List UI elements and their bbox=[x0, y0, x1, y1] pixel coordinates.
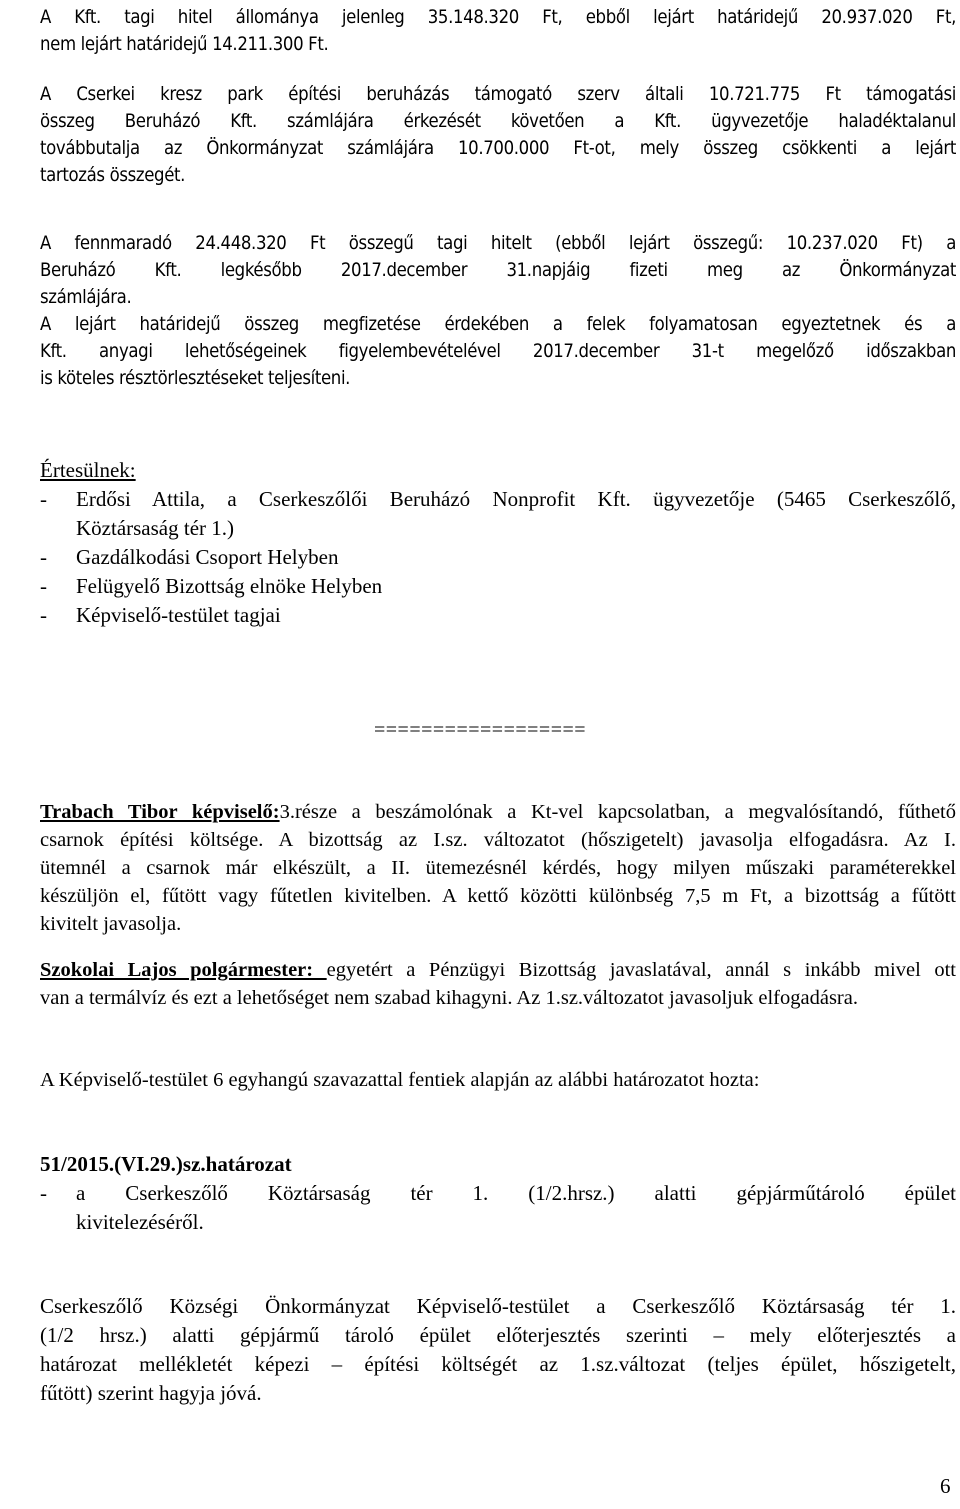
section-separator: ================== bbox=[374, 719, 587, 741]
paragraph-szokolai bbox=[40, 956, 956, 1012]
text-fragment: 3.része a beszámolónak a Kt-vel kapcsolatban, a megvalósítandó, fűthető bbox=[279, 801, 956, 823]
list-item-text: Felügyelő Bizottság elnöke Helyben bbox=[76, 574, 383, 598]
notification-heading: Értesülnek: bbox=[40, 458, 136, 482]
text-line: Cserkeszőlő Községi Önkormányzat Képviselő-testület a Cserkeszőlő Köztársaság tér 1. bbox=[40, 1294, 956, 1318]
list-item-text: Képviselő-testület tagjai bbox=[76, 603, 281, 627]
page-number: 6 bbox=[940, 1474, 951, 1498]
text-line: A Kft. tagi hitel állománya jelenleg 35.148.320 Ft, ebből lejárt határidejű 20.937.020 Ft, bbox=[40, 7, 956, 28]
paragraph-trabach bbox=[40, 798, 956, 938]
vote-statement bbox=[40, 1066, 956, 1094]
notification-item bbox=[40, 572, 956, 601]
list-item-text: Gazdálkodási Csoport Helyben bbox=[76, 545, 339, 569]
text-line: fűtött) szerint hagyja jóvá. bbox=[40, 1381, 262, 1405]
text-line: A fennmaradó 24.448.320 Ft összegű tagi hitelt (ebből lejárt összegű: 10.237.020 Ft) a bbox=[40, 233, 956, 254]
speaker-name: Trabach Tibor képviselő: bbox=[40, 801, 280, 823]
text-line: Kft. anyagi lehetőségeinek figyelembevételével 2017.december 31-t megelőző időszakban bbox=[40, 341, 956, 362]
text-line: A Képviselő-testület 6 egyhangú szavazattal fentiek alapján az alábbi határozatot hozta: bbox=[40, 1069, 760, 1091]
list-dash: - bbox=[40, 1181, 47, 1205]
text-line: számlájára. bbox=[40, 287, 132, 308]
text-line: kivitelt javasolja. bbox=[40, 913, 182, 935]
text-line: összeg Beruházó Kft. számlájára érkezését követően a Kft. ügyvezetője haladéktalanul bbox=[40, 111, 956, 132]
list-item-text: Erdősi Attila, a Cserkeszőlői Beruházó Nonprofit Kft. ügyvezetője (5465 Cserkeszőlő, bbox=[76, 487, 956, 511]
text-line: nem lejárt határidejű 14.211.300 Ft. bbox=[40, 34, 329, 55]
text-line bbox=[40, 956, 956, 984]
text-line: (1/2 hrsz.) alatti gépjármű tároló épület előterjesztés szerinti – mely előterjesztés a bbox=[40, 1323, 956, 1347]
notification-item bbox=[40, 543, 956, 572]
notification-list bbox=[40, 456, 956, 630]
text-line: továbbutalja az Önkormányzat számlájára 10.700.000 Ft-ot, mely összeg csökkenti a lejárt bbox=[40, 138, 956, 159]
text-line: is köteles résztörlesztéseket teljesíteni. bbox=[40, 368, 351, 389]
speaker-name: Szokolai Lajos polgármester: bbox=[40, 959, 327, 981]
paragraph-kresz-park bbox=[40, 81, 956, 189]
resolution-number: 51/2015.(VI.29.)sz.határozat bbox=[40, 1152, 292, 1176]
paragraph-remaining-loan bbox=[40, 230, 956, 392]
resolution-block bbox=[40, 1150, 956, 1237]
text-line: ütemnél a csarnok már elkészült, a II. ütemezésnél kérdés, hogy milyen műszaki paraméterekkel bbox=[40, 857, 956, 879]
text-fragment: egyetért a Pénzügyi Bizottság javaslatával, annál s inkább mivel ott bbox=[326, 959, 956, 981]
text-line: A lejárt határidejű összeg megfizetése érdekében a felek folyamatosan egyeztetnek és a bbox=[40, 314, 956, 335]
text-line: határozat mellékletét képezi – építési költségét az 1.sz.változat (teljes épület, hőszigetelt, bbox=[40, 1352, 956, 1376]
text-line: Beruházó Kft. legkésőbb 2017.december 31.napjáig fizeti meg az Önkormányzat bbox=[40, 260, 956, 281]
paragraph-loan-balance bbox=[40, 4, 956, 58]
list-item-continuation: Köztársaság tér 1.) bbox=[76, 516, 235, 540]
text-line: van a termálvíz és ezt a lehetőséget nem szabad kihagyni. Az 1.sz.változatot javasoljuk elfogadásra. bbox=[40, 987, 858, 1009]
text-line bbox=[40, 798, 956, 826]
text-line: tartozás összegét. bbox=[40, 165, 186, 186]
text-line: készüljön el, fűtött vagy fűtetlen kivitelben. A kettő közötti különbség 7,5 m Ft, a bizottság a fűtött bbox=[40, 885, 956, 907]
resolution-subject-continuation: kivitelezéséről. bbox=[76, 1210, 204, 1234]
list-dash: - bbox=[40, 545, 47, 569]
notification-item bbox=[40, 601, 956, 630]
notification-item bbox=[40, 485, 956, 543]
list-dash: - bbox=[40, 574, 47, 598]
decision-text bbox=[40, 1292, 956, 1408]
text-line: csarnok építési költsége. A bizottság az I.sz. változatot (hőszigetelt) javasolja elfogadásra. Az I. bbox=[40, 829, 956, 851]
list-dash: - bbox=[40, 487, 47, 511]
list-dash: - bbox=[40, 603, 47, 627]
resolution-subject: a Cserkeszőlő Köztársaság tér 1. (1/2.hrsz.) alatti gépjárműtároló épület bbox=[76, 1181, 956, 1205]
text-line: A Cserkei kresz park építési beruházás támogató szerv általi 10.721.775 Ft támogatási bbox=[40, 84, 956, 105]
